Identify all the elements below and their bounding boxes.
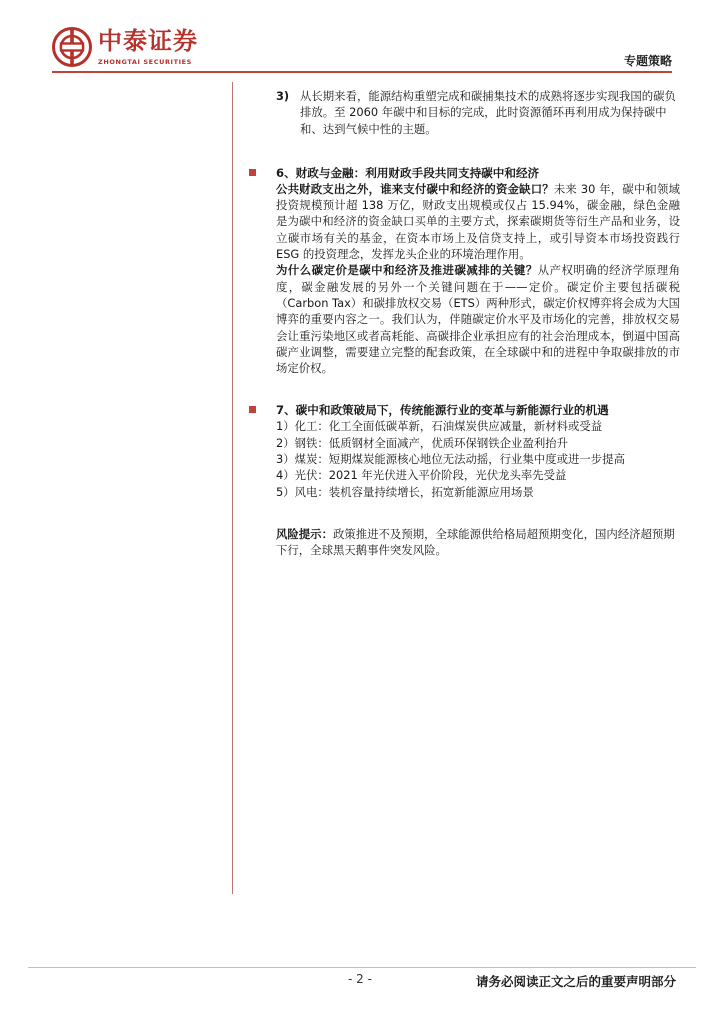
- risk-warning: [240, 526, 680, 559]
- paragraph-funding-gap: [276, 181, 680, 262]
- item-text: 从长期来看，能源结构重塑完成和碳捕集技术的成熟将逐步实现我国的碳负排放。至 2060 年碳中和目标的完成，此时资源循环再利用成为保持碳中和、达到气候中性的主题。: [300, 89, 676, 136]
- header-divider: [52, 71, 672, 73]
- list-item-3: [276, 88, 680, 137]
- report-type: 专题策略: [623, 54, 672, 68]
- section-finance: [240, 165, 680, 377]
- square-bullet-icon: [249, 406, 256, 413]
- section-industry: [240, 402, 680, 499]
- main-content: [240, 88, 680, 559]
- paragraph-carbon-pricing: [276, 262, 680, 376]
- brand-name-cn: 中泰证券: [98, 27, 198, 55]
- footer-divider: [28, 967, 696, 968]
- disclaimer-note: 请务必阅读正文之后的重要声明部分: [475, 974, 676, 989]
- paragraph-body: 未来 30 年，碳中和领域投资规模预计超 138 万亿，财政支出规模或仅占 15.94%，碳金融，绿色金融是为碳中和经济的资金缺口买单的主要方式，探索碳期货等衍生产品和业务，设立碳市场有关的基金，在资本市场上及信贷支持上，或引导资本市场投资践行 ESG 的投资理念，发挥龙头企业的环境治理作用。: [276, 181, 680, 262]
- paragraph-lead: 公共财政支出之外，谁来支付碳中和经济的资金缺口？: [276, 181, 554, 196]
- item-number: 3): [276, 89, 290, 103]
- square-bullet-icon: [249, 169, 256, 176]
- list-item: 2）钢铁：低质钢材全面减产，优质环保钢铁企业盈利抬升: [276, 435, 569, 450]
- list-item: 1）化工：化工全面低碳革新，石油煤炭供应减量，新材料或受益: [276, 419, 603, 434]
- zhongtai-logo-icon: [52, 27, 92, 67]
- left-margin-rule: [232, 82, 233, 894]
- list-item: 5）风电：装机容量持续增长，拓宽新能源应用场景: [276, 484, 534, 499]
- list-item: 4）光伏：2021 年光伏进入平价阶段，光伏龙头率先受益: [276, 468, 567, 483]
- risk-text: 政策推进不及预期，全球能源供给格局超预期变化，国内经济超预期下行，全球黑天鹅事件突发风险。: [276, 526, 675, 558]
- page-number: - 2 -: [348, 972, 372, 986]
- section-title: 6、财政与金融：利用财政手段共同支持碳中和经济: [276, 165, 540, 180]
- paragraph-lead: 为什么碳定价是碳中和经济及推进碳减排的关键？: [276, 263, 538, 278]
- risk-label: 风险提示：: [276, 526, 333, 541]
- page-header: [0, 0, 724, 80]
- section-title: 7、碳中和政策破局下，传统能源行业的变革与新能源行业的机遇: [276, 403, 609, 418]
- paragraph-body: 从产权明确的经济学原理角度，碳金融发展的另外一个关键问题在于——定价。碳定价主要包括碳税（Carbon Tax）和碳排放权交易（ETS）两种形式，碳定价权博弈将会成为大国博弈的重要内容之一。我们认为，伴随碳定价水平及市场化的完善，排放权交易会让重污染地区或者高耗能、高碳排企业承担应有的社会治理成本，倒逼中国高碳产业调整，需要建立完整的配套政策，在全球碳中和的进程中争取碳排放的市场定价权。: [276, 263, 680, 376]
- brand-name-en: ZHONGTAI SECURITIES: [98, 58, 192, 66]
- list-item: 3）煤炭：短期煤炭能源核心地位无法动摇，行业集中度或进一步提高: [276, 452, 625, 467]
